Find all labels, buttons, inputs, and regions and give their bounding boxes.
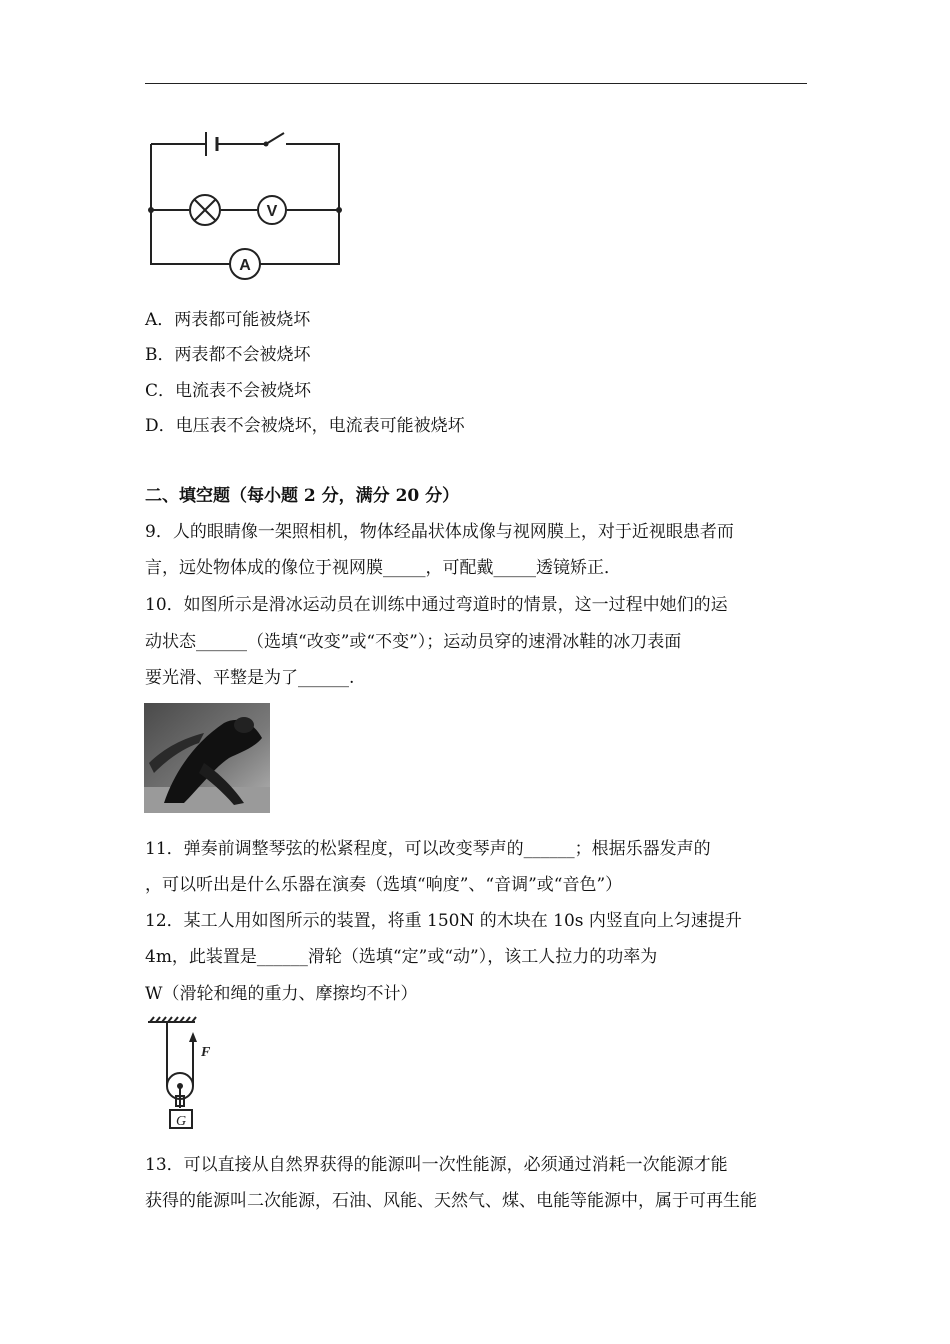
section-title: 二、填空题（每小题 2 分，满分 20 分） <box>145 486 460 506</box>
q13-line1: 13．可以直接从自然界获得的能源叫一次性能源，必须通过消耗一次能源才能 <box>145 1155 728 1175</box>
option-a: A．两表都可能被烧坏 <box>145 310 311 330</box>
q9-line2: 言，远处物体成的像位于视网膜_____，可配戴_____透镜矫正． <box>145 558 621 578</box>
q10-line3: 要光滑、平整是为了______. <box>145 668 355 688</box>
q12-line1: 12．某工人用如图所示的装置，将重 150N 的木块在 10s 内竖直向上匀速提升 <box>145 911 742 931</box>
q12-line2: 4m，此装置是______滑轮（选填“定”或“动”），该工人拉力的功率为 <box>145 947 658 967</box>
circuit-diagram <box>140 122 350 282</box>
pulley-diagram <box>140 1016 230 1132</box>
q13-line2: 获得的能源叫二次能源，石油、风能、天然气、煤、电能等能源中，属于可再生能 <box>145 1191 757 1211</box>
voltmeter-label: V <box>266 203 278 220</box>
q11-line1: 11．弹奏前调整琴弦的松紧程度，可以改变琴声的______；根据乐器发声的 <box>145 839 711 859</box>
q12-line3: W（滑轮和绳的重力、摩擦均不计） <box>145 984 418 1004</box>
q10-line1: 10．如图所示是滑冰运动员在训练中通过弯道时的情景，这一过程中她们的运 <box>145 595 728 615</box>
option-c: C．电流表不会被烧坏 <box>145 381 312 401</box>
header-rule <box>145 83 807 84</box>
option-d: D．电压表不会被烧坏，电流表可能被烧坏 <box>145 416 465 436</box>
q11-line2: ，可以听出是什么乐器在演奏（选填“响度”、“音调”或“音色”） <box>145 875 623 895</box>
weight-label: G <box>175 1114 187 1129</box>
skater-photo <box>144 703 270 813</box>
ammeter-label: A <box>239 257 251 274</box>
q10-line2: 动状态______（选填“改变”或“不变”）；运动员穿的速滑冰鞋的冰刀表面 <box>145 632 682 652</box>
q9-line1: 9．人的眼睛像一架照相机，物体经晶状体成像与视网膜上，对于近视眼患者而 <box>145 522 734 542</box>
option-b: B．两表都不会被烧坏 <box>145 345 311 365</box>
force-label: F <box>201 1045 211 1060</box>
